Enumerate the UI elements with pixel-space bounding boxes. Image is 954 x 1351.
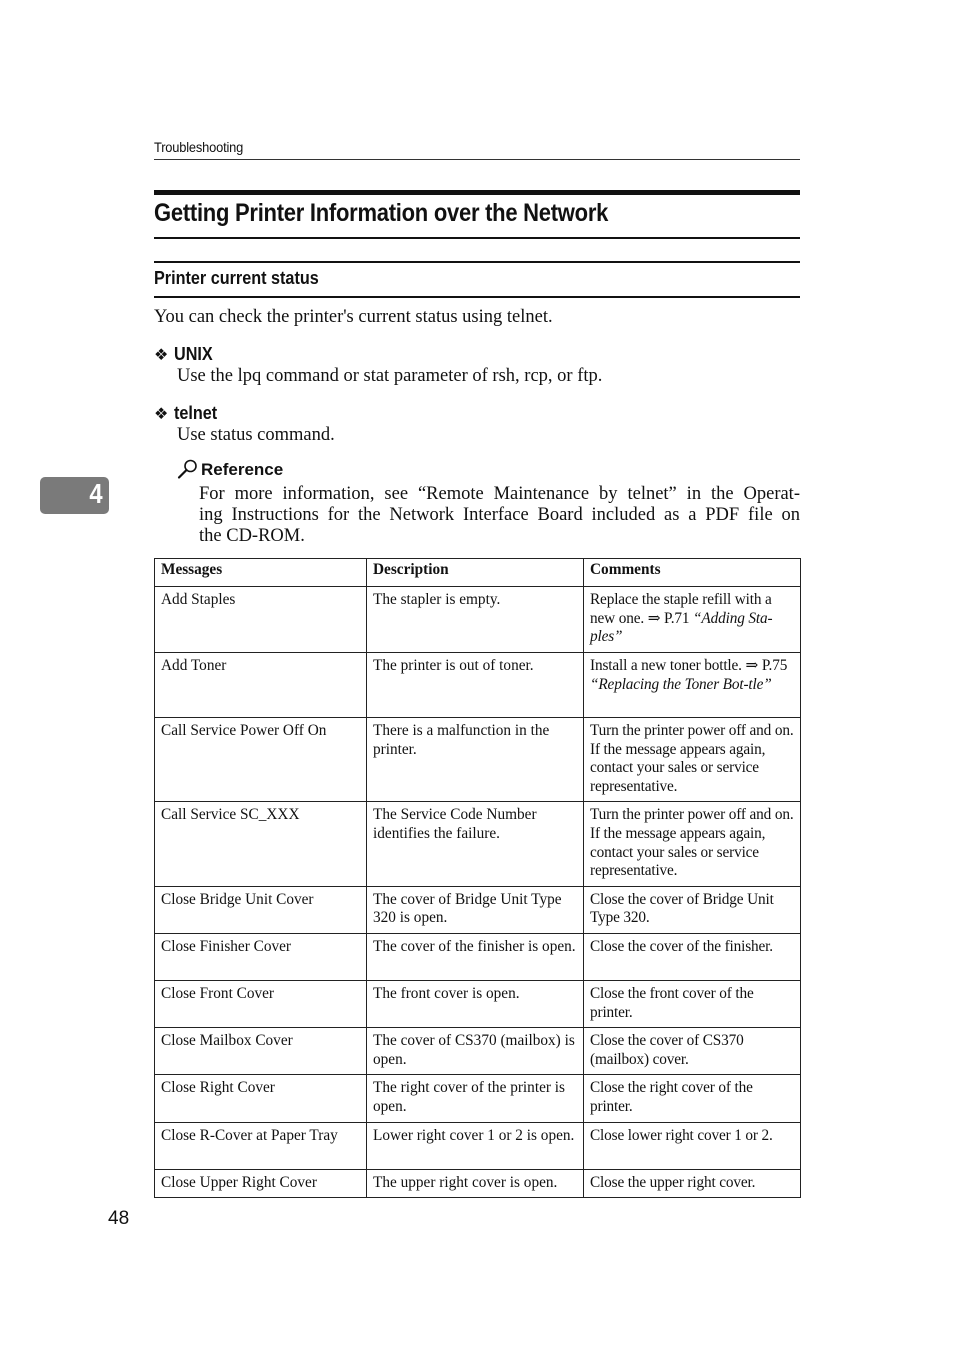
comment-cell (584, 802, 801, 886)
intro-paragraph: You can check the printer's current status using telnet. (154, 307, 553, 327)
table-header-row (155, 559, 801, 587)
comment-text: Close the right cover of the printer. (590, 1079, 753, 1115)
table-row (155, 802, 801, 886)
comment-cell (584, 1169, 801, 1198)
reference-heading (177, 458, 283, 480)
table-row (155, 718, 801, 802)
page-title: Getting Printer Information over the Network (154, 199, 609, 227)
comment-text: Close the cover of Bridge Unit Type 320. (590, 890, 774, 927)
unix-item-heading (154, 344, 217, 365)
message-cell: Close Upper Right Cover (155, 1169, 367, 1198)
table-row (155, 933, 801, 980)
message-cell: Call Service SC_XXX (155, 802, 367, 886)
comment-cell (584, 718, 801, 802)
cross-reference-link[interactable]: “Replacing the Toner Bot-tle” (590, 675, 772, 693)
telnet-heading-label: telnet (174, 403, 218, 423)
unix-item-text: Use the lpq command or stat parameter of rsh, rcp, or ftp. (177, 366, 603, 386)
comment-cell (584, 587, 801, 653)
section-rule-top (154, 261, 800, 263)
message-cell: Add Staples (155, 587, 367, 653)
comment-text: Close the front cover of the printer. (590, 984, 754, 1021)
description-cell: The stapler is empty. (367, 587, 584, 653)
reference-line: the CD-ROM. (199, 526, 305, 546)
description-cell: The cover of Bridge Unit Type 320 is open. (367, 886, 584, 933)
description-cell: The upper right cover is open. (367, 1169, 584, 1198)
message-cell: Close R-Cover at Paper Tray (155, 1122, 367, 1169)
message-cell: Add Toner (155, 653, 367, 718)
message-cell: Close Front Cover (155, 980, 367, 1027)
description-cell: Lower right cover 1 or 2 is open. (367, 1122, 584, 1169)
description-cell: The Service Code Number identifies the failure. (367, 802, 584, 886)
running-header: Troubleshooting (154, 139, 244, 155)
unix-heading-label: UNIX (174, 344, 214, 364)
table-row (155, 980, 801, 1027)
comment-cell (584, 1028, 801, 1075)
magnifier-icon (177, 458, 199, 480)
table-body (155, 587, 801, 1198)
comment-cell (584, 933, 801, 980)
table-row (155, 653, 801, 718)
message-cell: Close Right Cover (155, 1075, 367, 1122)
reference-line: ing Instructions for the Network Interface Board included as a PDF file on (199, 505, 800, 525)
column-header-description: Description (367, 559, 584, 587)
column-header-comments: Comments (584, 559, 801, 587)
table-row (155, 1169, 801, 1198)
comment-cell (584, 1122, 801, 1169)
status-messages-table (154, 558, 801, 1198)
description-cell: The cover of CS370 (mailbox) is open. (367, 1028, 584, 1075)
description-cell: The cover of the finisher is open. (367, 933, 584, 980)
diamond-bullet-icon: ❖ (154, 345, 169, 364)
table-row (155, 1075, 801, 1122)
description-cell: The front cover is open. (367, 980, 584, 1027)
header-divider (154, 159, 800, 160)
table-row (155, 1028, 801, 1075)
chapter-number: 4 (89, 478, 103, 509)
comment-text: Turn the printer power off and on. If the message appears again, contact your sales or service representative. (590, 722, 794, 795)
message-cell: Call Service Power Off On (155, 718, 367, 802)
table-row (155, 886, 801, 933)
title-rule-top (154, 190, 800, 195)
column-header-messages: Messages (155, 559, 367, 587)
diamond-bullet-icon: ❖ (154, 404, 169, 423)
message-cell: Close Mailbox Cover (155, 1028, 367, 1075)
comment-text: Replace the staple refill with a new one. ⇒ P.71 (590, 591, 772, 627)
cross-reference-link[interactable]: “Adding Sta-ples” (590, 609, 773, 646)
comment-text: Close the cover of the finisher. (590, 937, 773, 955)
message-cell: Close Bridge Unit Cover (155, 886, 367, 933)
section-rule-bottom (154, 296, 800, 298)
reference-label: Reference (201, 460, 284, 479)
description-cell: There is a malfunction in the printer. (367, 718, 584, 802)
table-row (155, 1122, 801, 1169)
table-row (155, 587, 801, 653)
description-cell: The right cover of the printer is open. (367, 1075, 584, 1122)
comment-text: Turn the printer power off and on. If the message appears again, contact your sales or service representative. (590, 806, 794, 880)
telnet-item-heading (154, 403, 222, 424)
comment-text: Close the cover of CS370 (mailbox) cover. (590, 1032, 744, 1068)
page-number: 48 (108, 1208, 130, 1229)
comment-text: Close lower right cover 1 or 2. (590, 1126, 773, 1144)
reference-line: For more information, see “Remote Maintenance by telnet” in the Operat- (199, 484, 800, 504)
comment-cell (584, 1075, 801, 1122)
message-cell: Close Finisher Cover (155, 933, 367, 980)
telnet-item-text: Use status command. (177, 425, 335, 445)
comment-cell (584, 653, 801, 718)
comment-text: Close the upper right cover. (590, 1173, 756, 1191)
title-rule-bottom (154, 237, 800, 239)
comment-cell (584, 886, 801, 933)
comment-text: Install a new toner bottle. ⇒ P.75 (590, 657, 788, 674)
section-heading: Printer current status (154, 268, 319, 288)
comment-cell (584, 980, 801, 1027)
reference-paragraph (199, 484, 800, 547)
description-cell: The printer is out of toner. (367, 653, 584, 718)
